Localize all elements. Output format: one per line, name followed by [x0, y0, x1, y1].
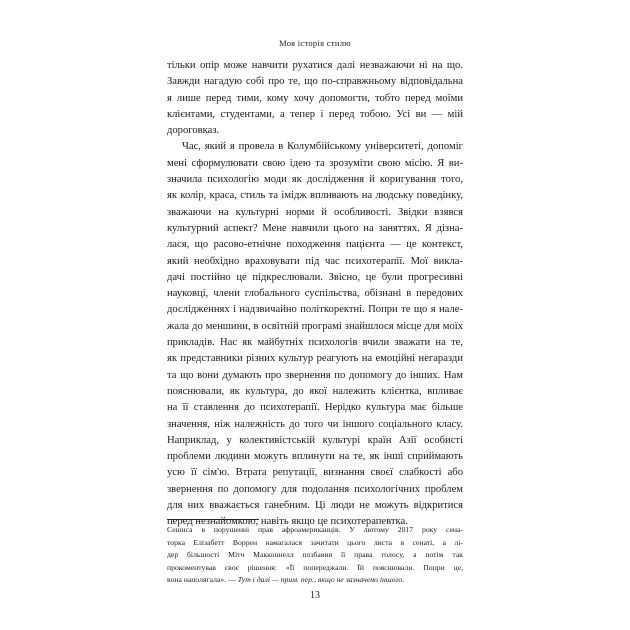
text-line: дослідженнях і надзвичайно політкоректні. Попри те що я нале-: [167, 304, 463, 316]
text-line: Завжди нагадую собі про те, що по-справжньому відповідальна: [167, 76, 463, 88]
text-line: науковці, члени глобального суспільства, обізнані в передових: [167, 288, 463, 300]
text-line: культурний аспект? Мене навчили цього на заняттях. Я дізна-: [167, 222, 463, 234]
text-line: значення, ніж належність до того чи іншого соціального класу.: [167, 418, 463, 430]
text-line: прикладів. Нас як майбутніх психологів вчили зважати на те,: [167, 337, 463, 349]
text-line: тільки опір може навчити рухатися далі незважаючи ні на що.: [167, 60, 463, 71]
text-line: перед незнайомкою, навіть якщо це психотерапевтка.: [167, 516, 408, 528]
text-line: усю її сім'ю. Втрата репутації, визнання своєї слабкості або: [167, 467, 463, 479]
text-line: зважаючи на культурні норми й особливості. Звідки взявся: [167, 206, 463, 218]
text-line: пояснювали, як культура, до якої належить клієнтка, впливає: [167, 385, 463, 397]
main-text: [167, 58, 463, 531]
text-line: як колір, краса, стиль та імідж впливають на людську поведінку,: [167, 190, 463, 202]
text-line: на її ставлення до психотерапії. Нерідко культура має більше: [167, 402, 463, 414]
text-line: мені сформулювати свою ідею та зрозуміти свою місію. Я ви-: [167, 157, 463, 169]
text-line: як представники різних культур реагують на емоційні негаразди: [167, 353, 463, 365]
footnote-line: торка Елізабетт Воррен намагалася зачитати цього листа в сенаті, а лі-: [167, 537, 463, 547]
footnote-line: прокоментував своє рішення: «Її попереджали. Їй пояснювали. Попри це,: [167, 562, 463, 572]
text-line: значила психологію моди як дослідження й коригування того,: [167, 174, 463, 186]
text-line: дороговказ.: [167, 125, 220, 137]
translator-note: Тут і далі — прим. пер., якщо не зазначено іншого.: [237, 575, 405, 585]
footnote: [167, 524, 463, 587]
page-number: 13: [310, 590, 320, 601]
text-line: звернення по допомогу для подолання психологічних проблем: [167, 483, 463, 495]
text-line: та що вони думають про звернення по допомогу до інших. Нам: [167, 369, 463, 381]
text-line: дачі постійно це підкреслювали. Звісно, це були прогресивні: [167, 271, 463, 283]
text-line: я лише перед тими, кому хочу допомогти, тобто перед моїми: [167, 92, 463, 104]
footnote-line: дер більшості Мітч Макконнелл позбавив її права голосу, а потім так: [167, 550, 463, 560]
text-line: Час, який я провела в Колумбійському університеті, допоміг: [182, 141, 463, 153]
footnote-line: Сешнса в порушенні прав афроамериканців. У лютому 2017 року сена-: [167, 525, 463, 534]
text-line: який необхідно враховувати під час психотерапії. Мої викла-: [167, 255, 463, 267]
text-line: Наприклад, у колективістській культурі країн Азії особисті: [167, 434, 463, 446]
text-line: жала до меншини, в освітній програмі знайшлося місце для моїх: [167, 320, 463, 332]
running-head: Моя історія стилю: [279, 38, 351, 48]
text-line: проблеми людини можуть вплинути на те, як інші сприймають: [167, 451, 463, 463]
footnote-text: вона наполягала». —: [167, 575, 236, 585]
footnote-line-last: [167, 574, 463, 587]
text-line: клієнтами, студентами, а тепер і перед тобою. Усі ви — мій: [167, 108, 463, 120]
text-line: лася, що расово-етнічне походження пацієнта — це контекст,: [167, 239, 463, 251]
text-line: для них вважається ганебним. Ці люди не можуть відкритися: [167, 500, 463, 512]
footnote-divider: [167, 519, 259, 520]
